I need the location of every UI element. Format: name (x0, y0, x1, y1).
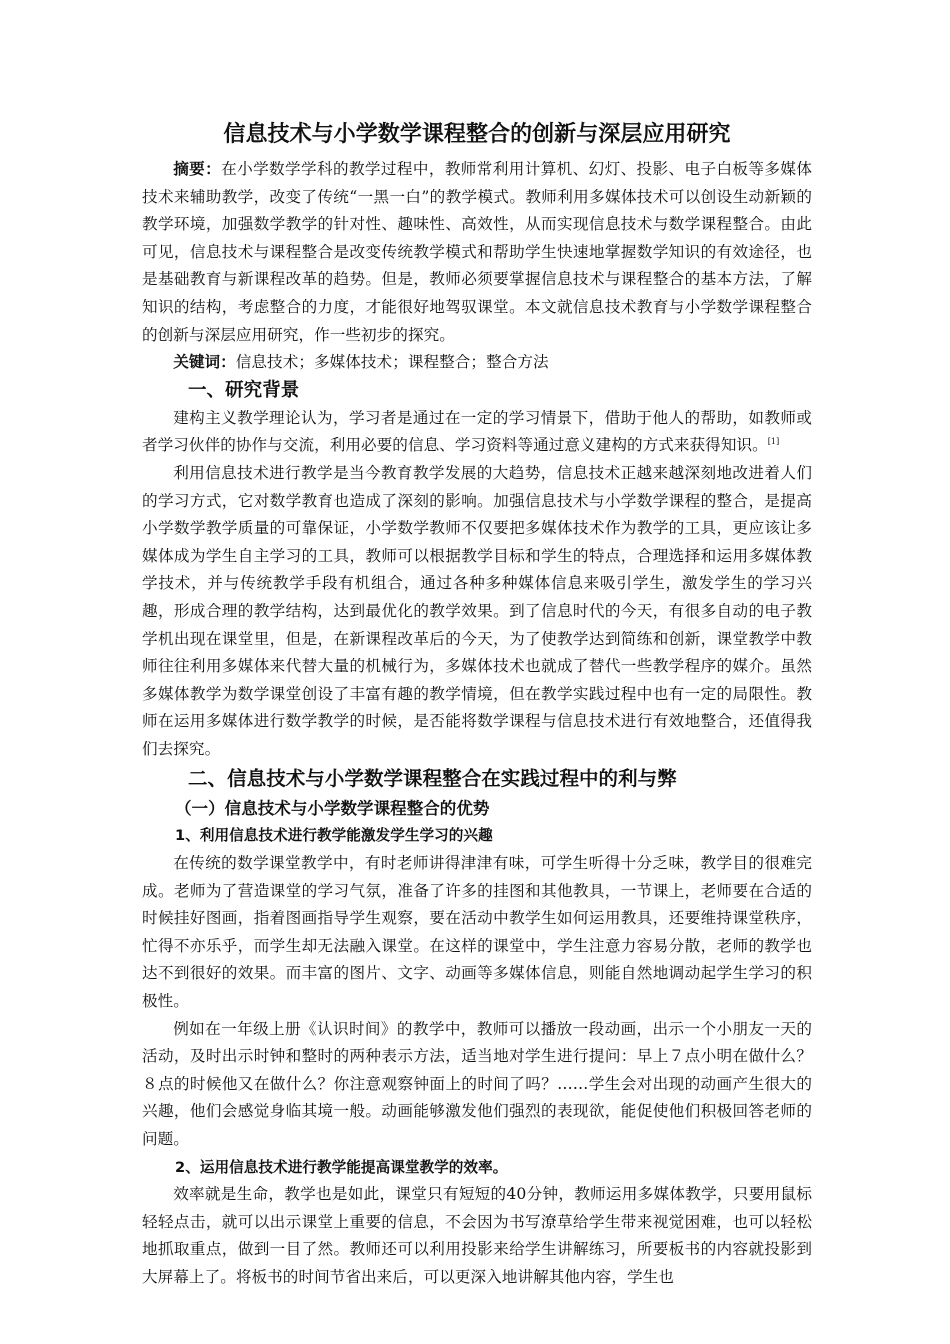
keywords-paragraph (142, 349, 812, 377)
section2-heading: 二、信息技术与小学数学课程整合在实践过程中的利与弊 (188, 767, 677, 791)
abstract-paragraph (142, 156, 812, 349)
section1-p1-text: 建构主义教学理论认为，学习者是通过在一定的学习情景下，借助于他人的帮助，如教师或者学习伙伴的协作与交流，利用必要的信息、学习资料等通过意义建构的方式来获得知识。 (142, 408, 812, 455)
section1-heading: 一、研究背景 (188, 379, 300, 401)
subsection-1-heading: （一）信息技术与小学数学课程整合的优势 (175, 799, 490, 819)
item-2-paragraph-1: 效率就是生命，教学也是如此，课堂只有短短的40分钟，教师运用多媒体教学，只要用鼠标轻轻点击，就可以出示课堂上重要的信息，不会因为书写潦草给学生带来视觉困难，也可以轻松地抓取重点，做到一目了然。教师还可以利用投影来给学生讲解练习，所要板书的内容就投影到大屏幕上了。将板书的时间节省出来后，可以更深入地讲解其他内容，学生也 (142, 1185, 812, 1286)
citation-ref: [1] (767, 437, 780, 447)
keywords-text: 信息技术；多媒体技术；课程整合；整合方法 (235, 353, 549, 372)
section1-paragraph-2: 利用信息技术进行教学是当今教育教学发展的大趋势，信息技术正越来越深刻地改进着人们的学习方式，它对数学教育也造成了深刻的影响。加强信息技术与小学数学课程的整合，是提高小学数学教学质量的可靠保证，小学数学教师不仅要把多媒体技术作为教学的工具，更应该让多媒体成为学生自主学习的工具，教师可以根据教学目标和学生的特点，合理选择和运用多媒体教学技术，并与传统教学手段有机组合，通过各种多种媒体信息来吸引学生，激发学生的学习兴趣，形成合理的教学结构，达到最优化的教学效果。到了信息时代的今天，有很多自动的电子教学机出现在课堂里，但是，在新课程改革后的今天，为了使教学达到简练和创新，课堂教学中教师往往利用多媒体来代替大量的机械行为，多媒体技术也就成了替代一些教学程序的媒介。虽然多媒体教学为数学课堂创设了丰富有趣的教学情境，但在教学实践过程中也有一定的局限性。教师在运用多媒体进行数学教学的时候，是否能将数学课程与信息技术进行有效地整合，还值得我们去探究。 (142, 463, 812, 758)
abstract-text: 在小学数学学科的教学过程中，教师常利用计算机、幻灯、投影、电子白板等多媒体技术来辅助教学，改变了传统“一黑一白”的教学模式。教师利用多媒体技术可以创设生动新颖的教学环境，加强数学教学的针对性、趣味性、高效性，从而实现信息技术与数学课程整合。由此可见，信息技术与课程整合是改变传统教学模式和帮助学生快速地掌握数学知识的有效途径，也是基础教育与新课程改革的趋势。但是，教师必须要掌握信息技术与课程整合的基本方法，了解知识的结构，考虑整合的力度，才能很好地驾驭课堂。本文就信息技术教育与小学数学课程整合的创新与深层应用研究，作一些初步的探究。 (142, 160, 812, 344)
section1-paragraph-1 (142, 405, 812, 460)
abstract-label: 摘要： (173, 160, 222, 178)
item-1-heading: 1、利用信息技术进行教学能激发学生学习的兴趣 (175, 827, 493, 845)
document-title: 信息技术与小学数学课程整合的创新与深层应用研究 (223, 122, 731, 147)
item-1-paragraph-1: 在传统的数学课堂教学中，有时老师讲得津津有味，可学生听得十分乏味，教学目的很难完成。老师为了营造课堂的学习气氛，准备了许多的挂图和其他教具，一节课上，老师要在合适的时候挂好图画，指着图画指导学生观察，要在活动中教学生如何运用教具，还要维持课堂秩序，忙得不亦乐乎，而学生却无法融入课堂。在这样的课堂中，学生注意力容易分散，老师的教学也达不到很好的效果。而丰富的图片、文字、动画等多媒体信息，则能自然地调动起学生学习的积极性。 (142, 854, 812, 1011)
keywords-label: 关键词： (173, 353, 236, 372)
item-1-paragraph-2: 例如在一年级上册《认识时间》的教学中，教师可以播放一段动画，出示一个小朋友一天的活动，及时出示时钟和整时的两种表示方法，适当地对学生进行提问：早上７点小明在做什么？８点的时候他又在做什么？你注意观察钟面上的时间了吗？……学生会对出现的动画产生很大的兴趣，他们会感觉身临其境一般。动画能够激发他们强烈的表现欲，能促使他们积极回答老师的问题。 (142, 1019, 812, 1148)
item-2-heading: 2、运用信息技术进行教学能提高课堂教学的效率。 (175, 1158, 508, 1176)
document-page (142, 118, 812, 1292)
